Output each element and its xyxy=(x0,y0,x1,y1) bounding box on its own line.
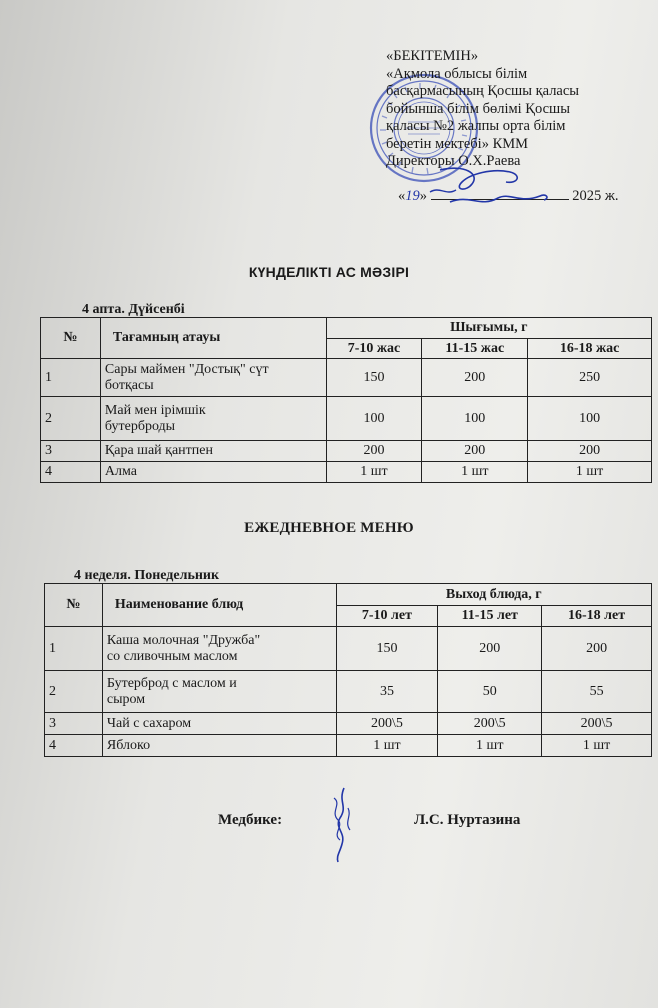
row-name-line: Сары маймен "Достық" сүт xyxy=(104,361,269,377)
row-value: 200 xyxy=(528,441,652,462)
table-row xyxy=(41,441,652,462)
row-name-line: сыром xyxy=(106,691,146,707)
approval-line-7: Директоры О.Х.Раева xyxy=(386,153,521,169)
russian-menu-table xyxy=(44,583,652,757)
approval-line-1: «БЕКІТЕМІН» xyxy=(386,48,479,64)
row-name-line: Бутерброд с маслом и xyxy=(106,675,237,691)
nurse-name: Л.С. Нуртазина xyxy=(414,812,521,828)
row-name xyxy=(102,671,336,713)
date-year: 2025 ж. xyxy=(572,187,619,204)
russian-menu-title: ЕЖЕДНЕВНОЕ МЕНЮ xyxy=(244,520,414,536)
kazakh-menu-title: КҮНДЕЛІКТІ АС МӘЗІРІ xyxy=(248,264,410,280)
row-value: 1 шт xyxy=(422,462,528,483)
ru-header-yield: Выход блюда, г xyxy=(336,584,651,606)
date-day: 19 xyxy=(405,187,420,204)
row-value: 200\5 xyxy=(336,713,438,735)
row-name xyxy=(102,627,336,671)
approval-line-5: қаласы №2 жалпы орта білім xyxy=(386,118,566,134)
nurse-role-label: Медбике: xyxy=(218,812,283,828)
row-value: 200\5 xyxy=(542,713,652,735)
row-value: 100 xyxy=(422,397,528,441)
approval-line-3: басқармасының Қосшы қаласы xyxy=(386,83,580,99)
row-value: 1 шт xyxy=(542,735,652,757)
director-signature xyxy=(410,162,560,217)
table-row xyxy=(45,671,652,713)
table-row xyxy=(41,397,652,441)
kz-header-age-2: 11-15 жас xyxy=(422,339,528,359)
table-row xyxy=(41,462,652,483)
row-name-line: бутерброды xyxy=(104,418,176,434)
row-num: 3 xyxy=(41,441,101,462)
kz-header-yield: Шығымы, г xyxy=(326,318,651,339)
kz-header-age-3: 16-18 жас xyxy=(528,339,652,359)
row-name xyxy=(100,359,326,397)
row-name-line: Май мен ірімшік xyxy=(104,402,206,418)
row-value: 55 xyxy=(542,671,652,713)
approval-line-4: бойынша білім бөлімі Қосшы xyxy=(386,100,570,117)
row-num: 2 xyxy=(45,671,103,713)
ru-header-name: Наименование блюд xyxy=(102,584,336,627)
row-name: Қара шай қантпен xyxy=(100,441,326,462)
date-close-quote: » xyxy=(419,187,427,204)
ru-header-age-2: 11-15 лет xyxy=(438,606,542,627)
row-value: 200\5 xyxy=(438,713,542,735)
table-row xyxy=(45,735,652,757)
ru-header-age-3: 16-18 лет xyxy=(542,606,652,627)
row-name: Алма xyxy=(100,462,326,483)
russian-week-label: 4 неделя. Понедельник xyxy=(74,568,220,583)
table-row xyxy=(45,627,652,671)
row-value: 150 xyxy=(336,627,438,671)
row-value: 250 xyxy=(528,359,652,397)
row-value: 1 шт xyxy=(336,735,438,757)
date-open-quote: « xyxy=(398,187,406,204)
row-value: 200 xyxy=(422,441,528,462)
ru-header-age-1: 7-10 лет xyxy=(336,606,438,627)
row-name-line: Каша молочная "Дружба" xyxy=(106,632,261,648)
row-value: 1 шт xyxy=(528,462,652,483)
row-value: 50 xyxy=(438,671,542,713)
table-row xyxy=(41,359,652,397)
row-value: 200 xyxy=(438,627,542,671)
row-value: 100 xyxy=(528,397,652,441)
row-name-line: ботқасы xyxy=(104,377,154,393)
row-num: 1 xyxy=(45,627,103,671)
table-row xyxy=(45,713,652,735)
row-value: 100 xyxy=(326,397,422,441)
row-name: Яблоко xyxy=(102,735,336,757)
row-value: 1 шт xyxy=(326,462,422,483)
row-num: 3 xyxy=(45,713,103,735)
row-name: Чай с сахаром xyxy=(102,713,336,735)
approval-line-6: беретін мектебі» КММ xyxy=(386,135,529,152)
row-value: 1 шт xyxy=(438,735,542,757)
row-value: 200 xyxy=(326,441,422,462)
row-num: 4 xyxy=(45,735,103,757)
kz-header-age-1: 7-10 жас xyxy=(326,339,422,359)
kz-header-name: Тағамның атауы xyxy=(100,318,326,359)
ru-header-num: № xyxy=(45,584,103,627)
nurse-signature xyxy=(322,784,362,864)
row-value: 200 xyxy=(542,627,652,671)
row-value: 150 xyxy=(326,359,422,397)
row-num: 2 xyxy=(41,397,101,441)
kazakh-menu-table xyxy=(40,317,652,483)
row-value: 35 xyxy=(336,671,438,713)
approval-line-2: «Ақмола облысы білім xyxy=(386,65,528,82)
row-num: 1 xyxy=(41,359,101,397)
row-value: 200 xyxy=(422,359,528,397)
row-name-line: со сливочным маслом xyxy=(106,648,238,664)
kazakh-week-label: 4 апта. Дүйсенбі xyxy=(82,302,185,317)
row-name xyxy=(100,397,326,441)
kz-header-num: № xyxy=(41,318,101,359)
row-num: 4 xyxy=(41,462,101,483)
